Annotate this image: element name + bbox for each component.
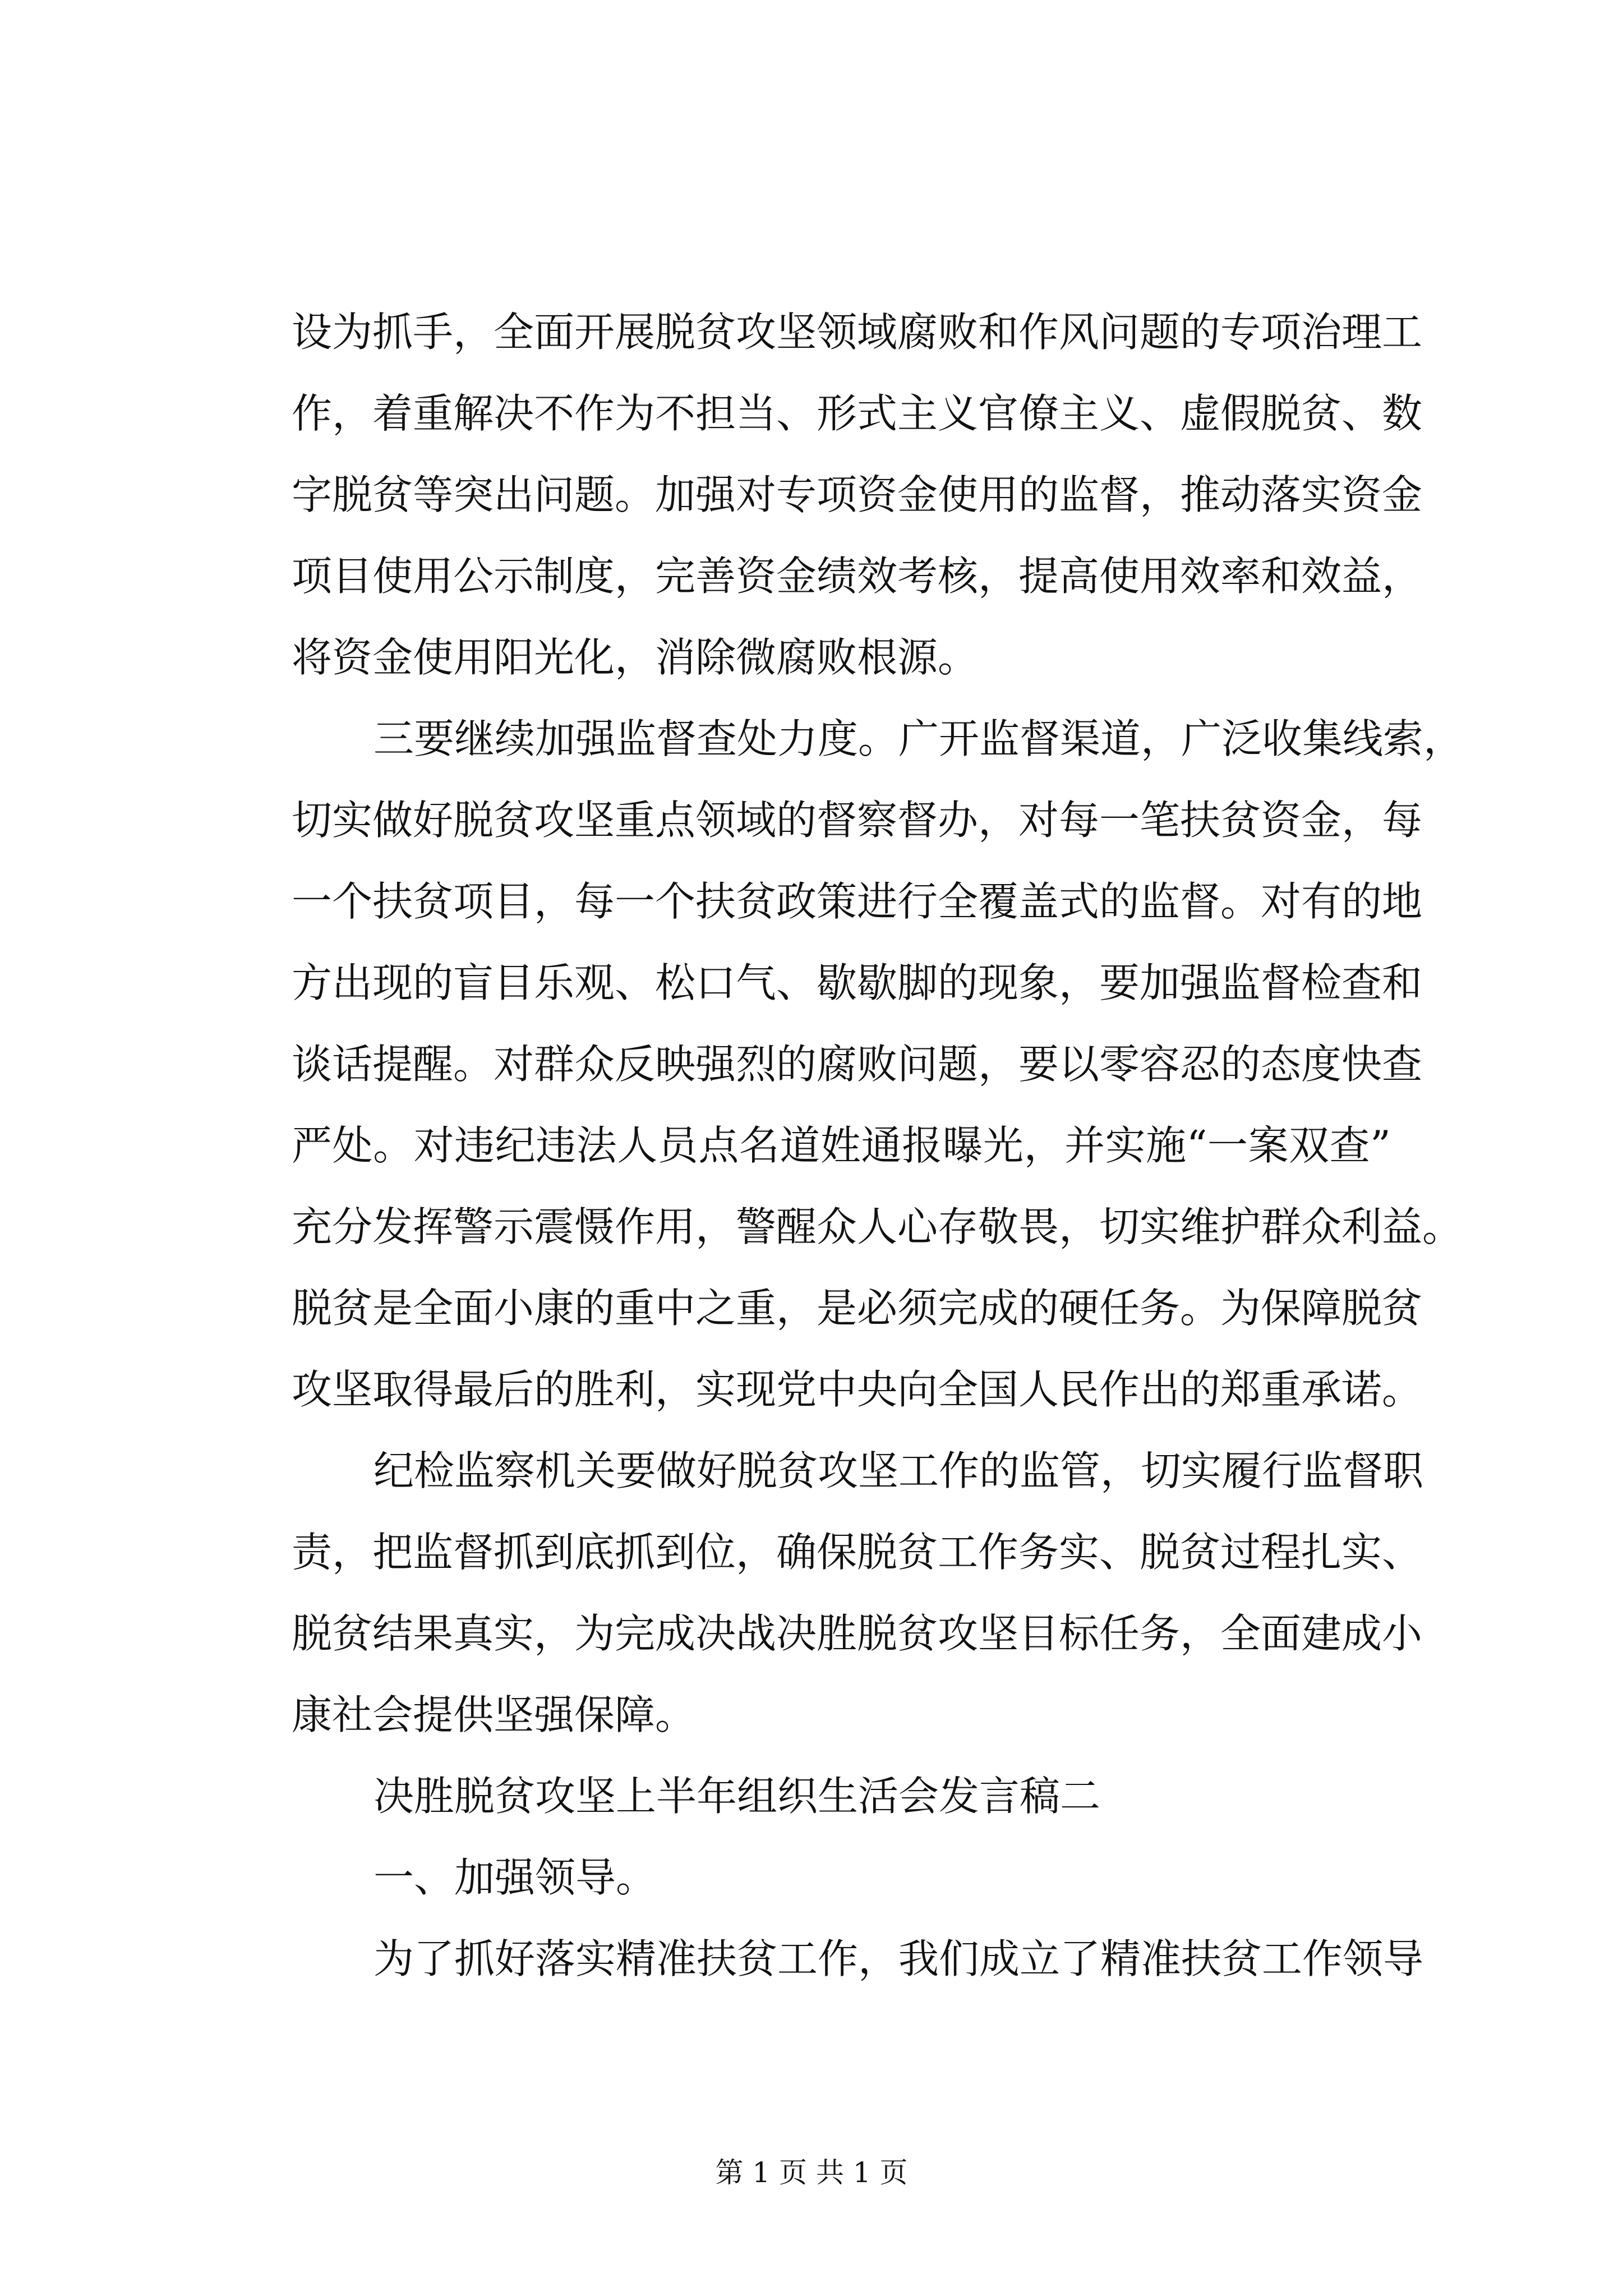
paragraph-first-line: 为了抓好落实精准扶贫工作，我们成立了精准扶贫工作领导 xyxy=(374,1935,1424,1982)
text-line: 项目使用公示制度，完善资金绩效考核，提高使用效率和效益， xyxy=(292,553,1423,600)
text-line: 严处。对违纪违法人员点名道姓通报曝光，并实施“一案双查” xyxy=(292,1122,1391,1169)
page-footer: 第 1 页 共 1 页 xyxy=(715,2156,908,2189)
text-line: 将资金使用阳光化，消除微腐败根源。 xyxy=(292,634,979,681)
text-line: 脱贫是全面小康的重中之重，是必须完成的硬任务。为保障脱贫 xyxy=(292,1285,1423,1332)
text-line: 脱贫结果真实，为完成决战决胜脱贫攻坚目标任务，全面建成小 xyxy=(292,1610,1423,1657)
text-line: 责，把监督抓到底抓到位，确保脱贫工作务实、脱贫过程扎实、 xyxy=(292,1529,1423,1576)
text-line: 切实做好脱贫攻坚重点领域的督察督办，对每一笔扶贫资金，每 xyxy=(292,797,1423,844)
text-line: 充分发挥警示震慑作用，警醒众人心存敬畏，切实维护群众利益。 xyxy=(292,1203,1463,1250)
subsection-heading: 一、加强领导。 xyxy=(374,1854,657,1901)
text-line: 谈话提醒。对群众反映强烈的腐败问题，要以零容忍的态度快查 xyxy=(292,1041,1423,1088)
text-line: 作，着重解决不作为不担当、形式主义官僚主义、虚假脱贫、数 xyxy=(292,390,1423,437)
text-line: 方出现的盲目乐观、松口气、歇歇脚的现象，要加强监督检查和 xyxy=(292,959,1423,1006)
text-line: 攻坚取得最后的胜利，实现党中央向全国人民作出的郑重承诺。 xyxy=(292,1366,1423,1413)
section-heading: 决胜脱贫攻坚上半年组织生活会发言稿二 xyxy=(374,1773,1101,1820)
document-body xyxy=(292,292,1464,2000)
paragraph-first-line: 三要继续加强监督查处力度。广开监督渠道，广泛收集线索， xyxy=(374,715,1464,762)
text-line: 康社会提供坚强保障。 xyxy=(292,1691,696,1738)
text-line: 一个扶贫项目，每一个扶贫政策进行全覆盖式的监督。对有的地 xyxy=(292,878,1423,925)
paragraph-first-line: 纪检监察机关要做好脱贫攻坚工作的监管，切实履行监督职 xyxy=(374,1447,1424,1494)
text-line: 设为抓手，全面开展脱贫攻坚领域腐败和作风问题的专项治理工 xyxy=(292,309,1423,356)
text-line: 字脱贫等突出问题。加强对专项资金使用的监督，推动落实资金 xyxy=(292,471,1423,518)
